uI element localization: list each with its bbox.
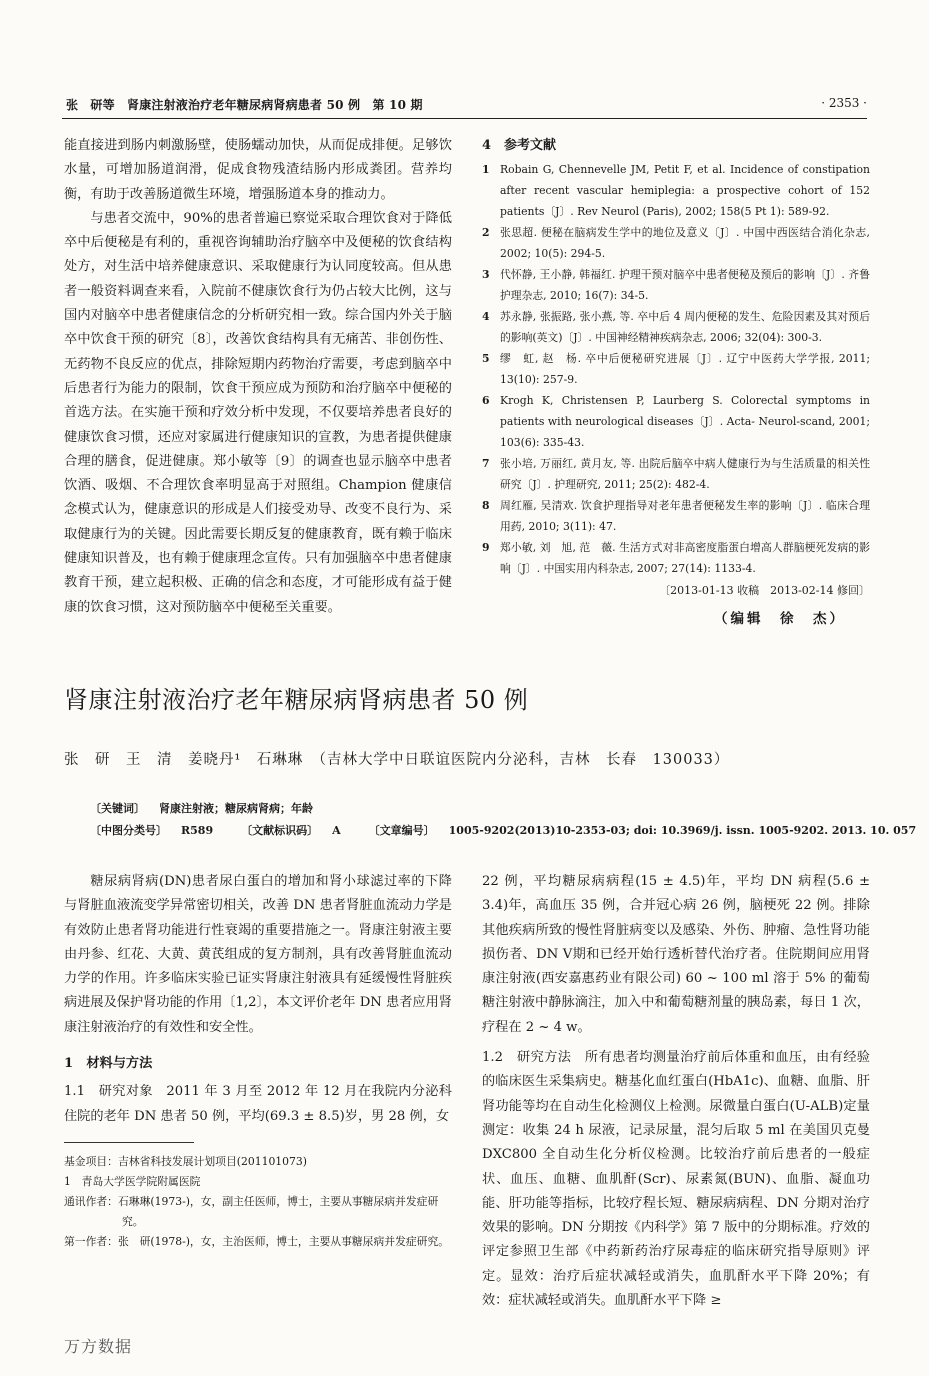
fund-note: 基金项目：吉林省科技发展计划项目(201101073)	[64, 1155, 307, 1168]
prev-paragraph-2: 与患者交流中，90%的患者普遍已察觉采取合理饮食对于降低卒中后便秘是有利的，重视咨询辅助治疗脑卒中及便秘的饮食结构处方，对生活中培养健康意识、采取健康行为认同度较高。但从患者一般资料调查来看，入院前不健康饮食行为仍占较大比例，这与国内对脑卒中患者健康信念的分析研究相一致。综合国内外关于脑卒中饮食干预的研究〔8〕，改善饮食结构具有无痛苦、非创伤性、无药物不良反应的优点，排除短期内药物治疗需要，考虑到脑卒中后患者行为能力的限制，饮食干预应成为预防和治疗脑卒中便秘的首选方法。在实施干预和疗效分析中发现，不仅要培养患者良好的健康饮食习惯，还应对家属进行健康知识的宣教，为患者提供健康合理的膳食，促进健康。郑小敏等〔9〕的调查也显示脑卒中患者饮酒、吸烟、不合理饮食率明显高于对照组。Champion 健康信念模式认为，健康意识的形成是人们接受劝导、改变不良行为、采取健康行为的关键。因此需要长期反复的健康教育，既有赖于临床健康知识普及，也有赖于健康理念宣传。只有加强脑卒中患者健康教育干预，建立起积极、正确的信念和态度，才可能形成有益于健康的饮食习惯，这对预防脑卒中便秘至关重要。	[64, 210, 452, 615]
reference-text: 苏永静, 张振路, 张小燕, 等. 卒中后 4 周内便秘的发生、危险因素及其对预后的影响(英文)〔J〕. 中国神经精神疾病杂志, 2006; 32(04): 300-3.	[500, 310, 870, 344]
reference-text: Robain G, Chennevelle JM, Petit F, et al. Incidence of constipation after recent vascular hemiplegia: a prospective cohort of 152 patients〔J〕. Rev Neurol (Paris), 2002; 158(5 Pt 1): 589-92.	[500, 163, 870, 218]
article-body-left	[64, 870, 452, 1129]
reference-text: 张思超. 便秘在脑病发生学中的地位及意义〔J〕. 中国中西医结合消化杂志, 2002; 10(5): 294-5.	[500, 226, 870, 260]
prev-article-text	[64, 134, 452, 620]
reference-number: 2	[482, 226, 490, 239]
reference-item	[482, 495, 870, 537]
reference-item	[482, 222, 870, 264]
footnotes	[64, 1152, 452, 1252]
reference-text: 张小培, 万丽红, 黄月友, 等. 出院后脑卒中病人健康行为与生活质量的相关性研究〔J〕. 护理研究, 2011; 25(2): 482-4.	[500, 457, 870, 491]
clc-label: 〔中图分类号〕	[90, 824, 167, 837]
article-no-value: 1005-9202(2013)10-2353-03; doi: 10.3969/j. issn. 1005-9202. 2013. 10. 057	[448, 824, 917, 837]
references-heading: 4 参考文献	[482, 138, 557, 153]
prev-paragraph-1: 能直接进到肠内刺激肠壁，使肠蠕动加快，从而促成排便。足够饮水量，可增加肠道润滑，促成食物残渣结肠内形成粪团。营养均衡，有助于改善肠道微生环境，增强肠道本身的推动力。	[64, 138, 452, 202]
subsection-1-2: 1.2 研究方法 所有患者均测量治疗前后体重和血压，由有经验的临床医生采集病史。糖基化血红蛋白(HbA1c)、血糖、血脂、肝肾功能等均在自动生化检测仪上检测。尿微量白蛋白(U-ALB)定量测定：收集 24 h 尿液，记录尿量，混匀后取 5 ml 在美国贝克曼 DXC800 全自动生化分析仪检测。比较治疗前后患者的一般症状、血压、血糖、血肌酐(Scr)、尿素氮(BUN)、血脂、凝血功能、肝功能等指标，比较疗程长短、糖尿病病程、DN 分期对治疗效果的影响。DN 分期按《内科学》第 7 版中的分期标准。疗效的评定参照卫生部《中药新药治疗尿毒症的临床研究指导原则》评定。显效：治疗后症状减轻或消失，血肌酐水平下降 20%；有效：症状减轻或消失。血肌酐水平下降 ≥	[482, 1050, 870, 1309]
keywords-label: 〔关键词〕	[90, 802, 145, 815]
first-author-note: 第一作者：张 研(1978-)，女，主治医师，博士，主要从事糖尿病并发症研究。	[64, 1235, 450, 1248]
reference-item	[482, 348, 870, 390]
reference-item	[482, 390, 870, 453]
section-heading: 1 材料与方法	[64, 1056, 153, 1072]
received-dates: 〔2013-01-13 收稿 2013-02-14 修回〕	[659, 584, 870, 597]
reference-text: Krogh K, Christensen P, Laurberg S. Colorectal symptoms in patients with neurological diseases〔J〕. Acta- Neurol-scand, 2001; 103(6): 335-43.	[500, 394, 870, 449]
intro-paragraph: 糖尿病肾病(DN)患者尿白蛋白的增加和肾小球滤过率的下降与肾脏血液流变学异常密切相关，改善 DN 患者肾脏血流动力学是有效防止患者肾功能进行性衰竭的重要措施之一。肾康注射液主要由丹参、红花、大黄、黄芪组成的复方制剂，具有改善肾脏血流动力学的作用。许多临床实验已证实肾康注射液具有延缓慢性肾脏疾病进展及保护肾功能的作用〔1,2〕，本文评价老年 DN 患者应用肾康注射液治疗的有效性和安全性。	[64, 874, 452, 1035]
keywords-line	[90, 798, 916, 820]
watermark: 万方数据	[64, 1337, 133, 1356]
reference-list	[482, 159, 870, 579]
doc-code-label: 〔文献标识码〕	[241, 824, 319, 837]
article-no-label: 〔文章编号〕	[368, 824, 435, 837]
reference-item	[482, 306, 870, 348]
reference-number: 8	[482, 499, 490, 512]
header-divider	[62, 118, 867, 119]
reference-number: 6	[482, 394, 490, 407]
clc-value: R589	[181, 824, 214, 837]
running-header: 张 研等 肾康注射液治疗老年糖尿病肾病患者 50 例 第 10 期	[66, 98, 423, 112]
corresponding-author-note: 通讯作者：石琳琳(1973-)，女，副主任医师，博士，主要从事糖尿病并发症研究。	[64, 1195, 439, 1228]
affiliation-note: 1 青岛大学医学院附属医院	[64, 1175, 201, 1188]
reference-item	[482, 264, 870, 306]
article-title: 肾康注射液治疗老年糖尿病肾病患者 50 例	[64, 686, 529, 714]
reference-text: 代怀静, 王小静, 韩福红. 护理干预对脑卒中患者便秘及预后的影响〔J〕. 齐鲁护理杂志, 2010; 16(7): 34-5.	[500, 268, 870, 302]
reference-number: 7	[482, 457, 490, 470]
reference-number: 4	[482, 310, 490, 323]
reference-number: 3	[482, 268, 490, 281]
reference-number: 5	[482, 352, 490, 365]
footnote-divider	[64, 1142, 194, 1143]
reference-item	[482, 159, 870, 222]
references-section	[482, 134, 870, 627]
keywords-value: 肾康注射液；糖尿病肾病；年龄	[159, 802, 313, 815]
reference-text: 缪 虹, 赵 杨. 卒中后便秘研究进展〔J〕. 辽宁中医药大学学报, 2011; 13(10): 257-9.	[500, 352, 870, 386]
article-metadata	[90, 798, 916, 842]
reference-item	[482, 453, 870, 495]
article-authors: 张 研 王 清 姜晓丹¹ 石琳琳 （吉林大学中日联谊医院内分泌科，吉林 长春 130033）	[64, 752, 730, 768]
subsection-1-1: 1.1 研究对象 2011 年 3 月至 2012 年 12 月在我院内分泌科住院的老年 DN 患者 50 例，平均(69.3 ± 8.5)岁，男 28 例，女	[64, 1084, 452, 1124]
reference-number: 1	[482, 163, 490, 176]
reference-text: 周红雁, 吴清欢. 饮食护理指导对老年患者便秘发生率的影响〔J〕. 临床合理用药, 2010; 3(11): 47.	[500, 499, 870, 533]
editor-credit: （编辑 徐 杰）	[714, 611, 846, 627]
reference-text: 郑小敏, 刘 旭, 范 薇. 生活方式对非高密度脂蛋白增高人群脑梗死发病的影响〔J〕. 中国实用内科杂志, 2007; 27(14): 1133-4.	[500, 541, 870, 575]
page-number: · 2353 ·	[821, 96, 867, 110]
reference-item	[482, 537, 870, 579]
body-paragraph-continued: 22 例，平均糖尿病病程(15 ± 4.5)年，平均 DN 病程(5.6 ± 3.4)年，高血压 35 例，合并冠心病 26 例，脑梗死 22 例。排除其他疾病所致的慢性肾脏病变以及感染、外伤、肿瘤、急性肾功能损伤者、DN Ⅴ期和已经开始行透析替代治疗者。住院期间应用肾康注射液(西安嘉惠药业有限公司) 60 ~ 100 ml 溶于 5% 的葡萄糖注射液中静脉滴注，加入中和葡萄糖剂量的胰岛素，每日 1 次，疗程在 2 ~ 4 w。	[482, 874, 870, 1035]
reference-number: 9	[482, 541, 490, 554]
classification-line	[90, 820, 916, 842]
article-body-right	[482, 870, 870, 1313]
doc-code-value: A	[332, 824, 341, 837]
